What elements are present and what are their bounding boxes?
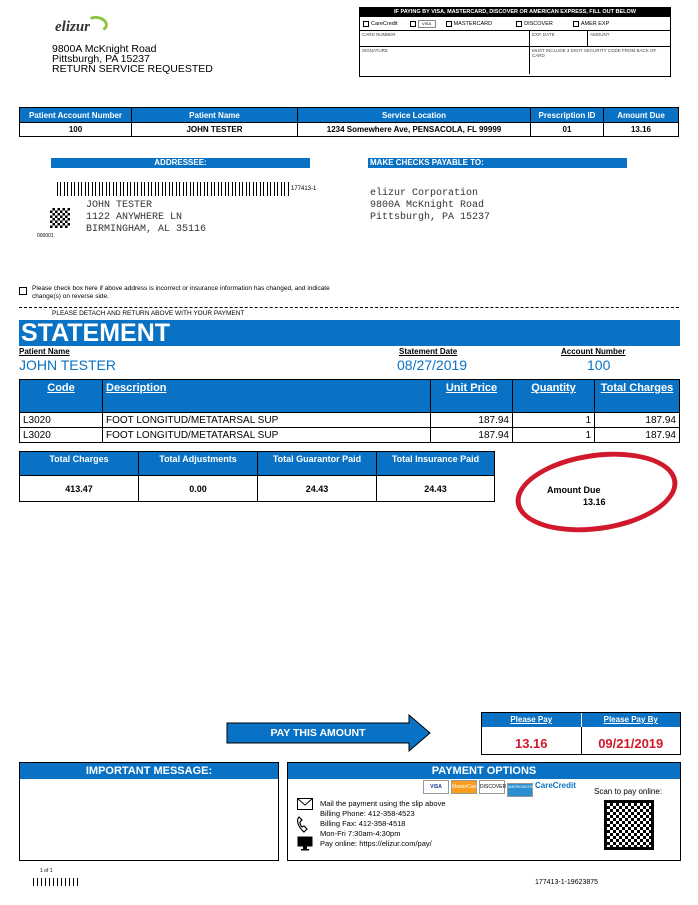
checkbox-amex[interactable] — [573, 21, 579, 27]
sender-line: Pittsburgh, PA 15237 — [52, 53, 150, 65]
phone-icon — [296, 816, 312, 834]
visa-icon: VISA — [423, 780, 449, 794]
cell: L3020 — [20, 413, 103, 428]
option-label: MASTERCARD — [453, 20, 493, 27]
cell: 100 — [20, 123, 132, 137]
card-payment-box — [359, 7, 671, 77]
discover-icon: DISCOVER — [479, 780, 505, 794]
cell: L3020 — [20, 428, 103, 443]
col-header: Patient Name — [132, 108, 298, 123]
option-label: AMER EXP — [580, 20, 610, 27]
cell: 187.94 — [595, 413, 680, 428]
address-line: 9800A McKnight Road — [370, 200, 485, 211]
col-header: Prescription ID — [531, 108, 604, 123]
address-change-note: Please check box here if above address is incorrect or insurance information has changed, and indicate change(s) on reverse side. — [32, 285, 330, 300]
payable-label: MAKE CHECKS PAYABLE TO: — [368, 158, 627, 168]
please-pay-label: Please Pay — [482, 713, 582, 727]
sender-line: RETURN SERVICE REQUESTED — [52, 63, 213, 75]
address-line: JOHN TESTER — [86, 200, 153, 211]
footer-barcode — [33, 878, 78, 886]
address-line: 1122 ANYWHERE LN — [86, 212, 183, 223]
please-pay-by-label: Please Pay By — [603, 715, 658, 724]
card-number-field[interactable]: CARD NUMBER — [360, 31, 530, 47]
cell: FOOT LONGITUD/METATARSAL SUP — [103, 428, 431, 443]
pay-qr-code-icon[interactable] — [604, 800, 654, 850]
mail-instruction: Mail the payment using the slip above — [320, 799, 446, 808]
logo-text: elizur — [55, 19, 91, 35]
card-box-header: IF PAYING BY VISA, MASTERCARD, DISCOVER OR AMERICAN EXPRESS, FILL OUT BELOW — [360, 8, 670, 17]
please-pay-date: 09/21/2019 — [598, 736, 664, 751]
col-header: Description — [103, 380, 431, 413]
cell: 0.00 — [139, 476, 258, 502]
pay-box — [481, 712, 681, 755]
cell: 187.94 — [431, 428, 513, 443]
cell: 1234 Somewhere Ave, PENSACOLA, FL 99999 — [298, 123, 531, 137]
elizur-logo — [52, 14, 112, 44]
mastercard-icon: MasterCard — [451, 780, 477, 794]
account-number: 100 — [587, 357, 611, 373]
pay-this-amount-label: PAY THIS AMOUNT — [270, 727, 366, 739]
scan-text: Scan to pay online: — [594, 787, 663, 796]
addressee-address — [86, 200, 206, 236]
statement-date: 08/27/2019 — [397, 357, 468, 373]
cell: 187.94 — [595, 428, 680, 443]
cell: FOOT LONGITUD/METATARSAL SUP — [103, 413, 431, 428]
cell: 13.16 — [604, 123, 679, 137]
cell: 24.43 — [258, 476, 377, 502]
card-fields — [360, 31, 670, 47]
carecredit-icon: CareCredit — [535, 781, 576, 790]
table-row — [20, 413, 680, 428]
addressee-label: ADDRESSEE: — [51, 158, 310, 168]
checkbox-visa[interactable] — [410, 21, 416, 27]
visa-icon: VISA — [418, 20, 436, 28]
pay-online-link[interactable]: Pay online: https://elizur.com/pay/ — [320, 839, 432, 848]
detach-text: PLEASE DETACH AND RETURN ABOVE WITH YOUR PAYMENT — [52, 310, 245, 317]
amount-field[interactable]: AMOUNT — [588, 31, 670, 47]
col-header: Total Charges — [20, 452, 139, 476]
address-change-checkbox[interactable] — [19, 287, 27, 295]
payable-address — [370, 188, 490, 224]
payment-options-title: PAYMENT OPTIONS — [288, 763, 680, 779]
sender-line: 9800A McKnight Road — [52, 43, 157, 55]
option-label: CareCredit — [371, 20, 398, 27]
col-header: Code — [20, 380, 103, 413]
checkbox-mastercard[interactable] — [446, 21, 452, 27]
detach-line — [19, 307, 679, 308]
cell: 24.43 — [377, 476, 495, 502]
document-id: 177413-1-19623875 — [535, 879, 599, 886]
option-label: DISCOVER — [524, 20, 553, 27]
col-header: Total Insurance Paid — [377, 452, 495, 476]
sender-address — [52, 44, 213, 74]
col-header: Quantity — [513, 380, 595, 413]
payment-logos — [423, 780, 576, 797]
small-code: 000001 — [37, 233, 54, 239]
address-line: elizur Corporation — [370, 188, 479, 199]
statement-date-label: Statement Date — [399, 347, 458, 356]
postal-barcode — [57, 182, 289, 196]
table-row — [20, 428, 680, 443]
account-number-label: Account Number — [561, 347, 626, 356]
address-line: BIRMINGHAM, AL 35116 — [86, 224, 207, 235]
important-message-title: IMPORTANT MESSAGE: — [20, 763, 278, 779]
col-header: Total Charges — [595, 380, 680, 413]
patient-name-label: Patient Name — [19, 347, 70, 356]
card-signature-row — [360, 47, 670, 74]
col-header: Unit Price — [431, 380, 513, 413]
payment-instructions — [320, 799, 446, 849]
account-summary-table — [19, 107, 679, 137]
barcode-id: 177413-1 — [291, 186, 317, 192]
col-header: Total Adjustments — [139, 452, 258, 476]
address-line: Pittsburgh, PA 15237 — [370, 212, 491, 223]
cell: 413.47 — [20, 476, 139, 502]
qr-code-icon — [50, 208, 70, 228]
important-message-box — [19, 762, 279, 861]
mail-icon — [297, 798, 313, 810]
col-header: Service Location — [298, 108, 531, 123]
card-options — [360, 17, 670, 31]
cell: 1 — [513, 428, 595, 443]
computer-icon — [297, 836, 313, 851]
col-header: Amount Due — [604, 108, 679, 123]
totals-table — [19, 451, 495, 502]
cell: 187.94 — [431, 413, 513, 428]
patient-name: JOHN TESTER — [19, 357, 116, 373]
line-items-table — [19, 379, 680, 443]
checkbox-carecredit[interactable] — [363, 21, 369, 27]
billing-fax: Billing Fax: 412-358-4518 — [320, 819, 406, 828]
amex-icon: AMERICAN EXPRESS — [507, 783, 533, 797]
checkbox-discover[interactable] — [516, 21, 522, 27]
col-header: Total Guarantor Paid — [258, 452, 377, 476]
cell: JOHN TESTER — [132, 123, 298, 137]
cell: 01 — [531, 123, 604, 137]
billing-hours: Mon-Fri 7:30am-4:30pm — [320, 829, 401, 838]
exp-date-field[interactable]: EXP. DATE — [530, 31, 588, 47]
signature-field[interactable]: SIGNATURE — [360, 47, 530, 74]
billing-phone: Billing Phone: 412-358-4523 — [320, 809, 415, 818]
security-note: MUST INCLUDE 3 DIGIT SECURITY CODE FROM BACK OF CARD — [532, 48, 657, 58]
amount-due-label: Amount Due — [547, 485, 601, 495]
amount-due-value: 13.16 — [583, 497, 606, 507]
col-header: Patient Account Number — [20, 108, 132, 123]
table-row — [20, 476, 495, 502]
please-pay-amount: 13.16 — [482, 727, 582, 755]
cell: 1 — [513, 413, 595, 428]
table-row — [20, 123, 679, 137]
page-number: 1 of 1 — [40, 868, 53, 874]
statement-title: STATEMENT — [19, 320, 680, 346]
